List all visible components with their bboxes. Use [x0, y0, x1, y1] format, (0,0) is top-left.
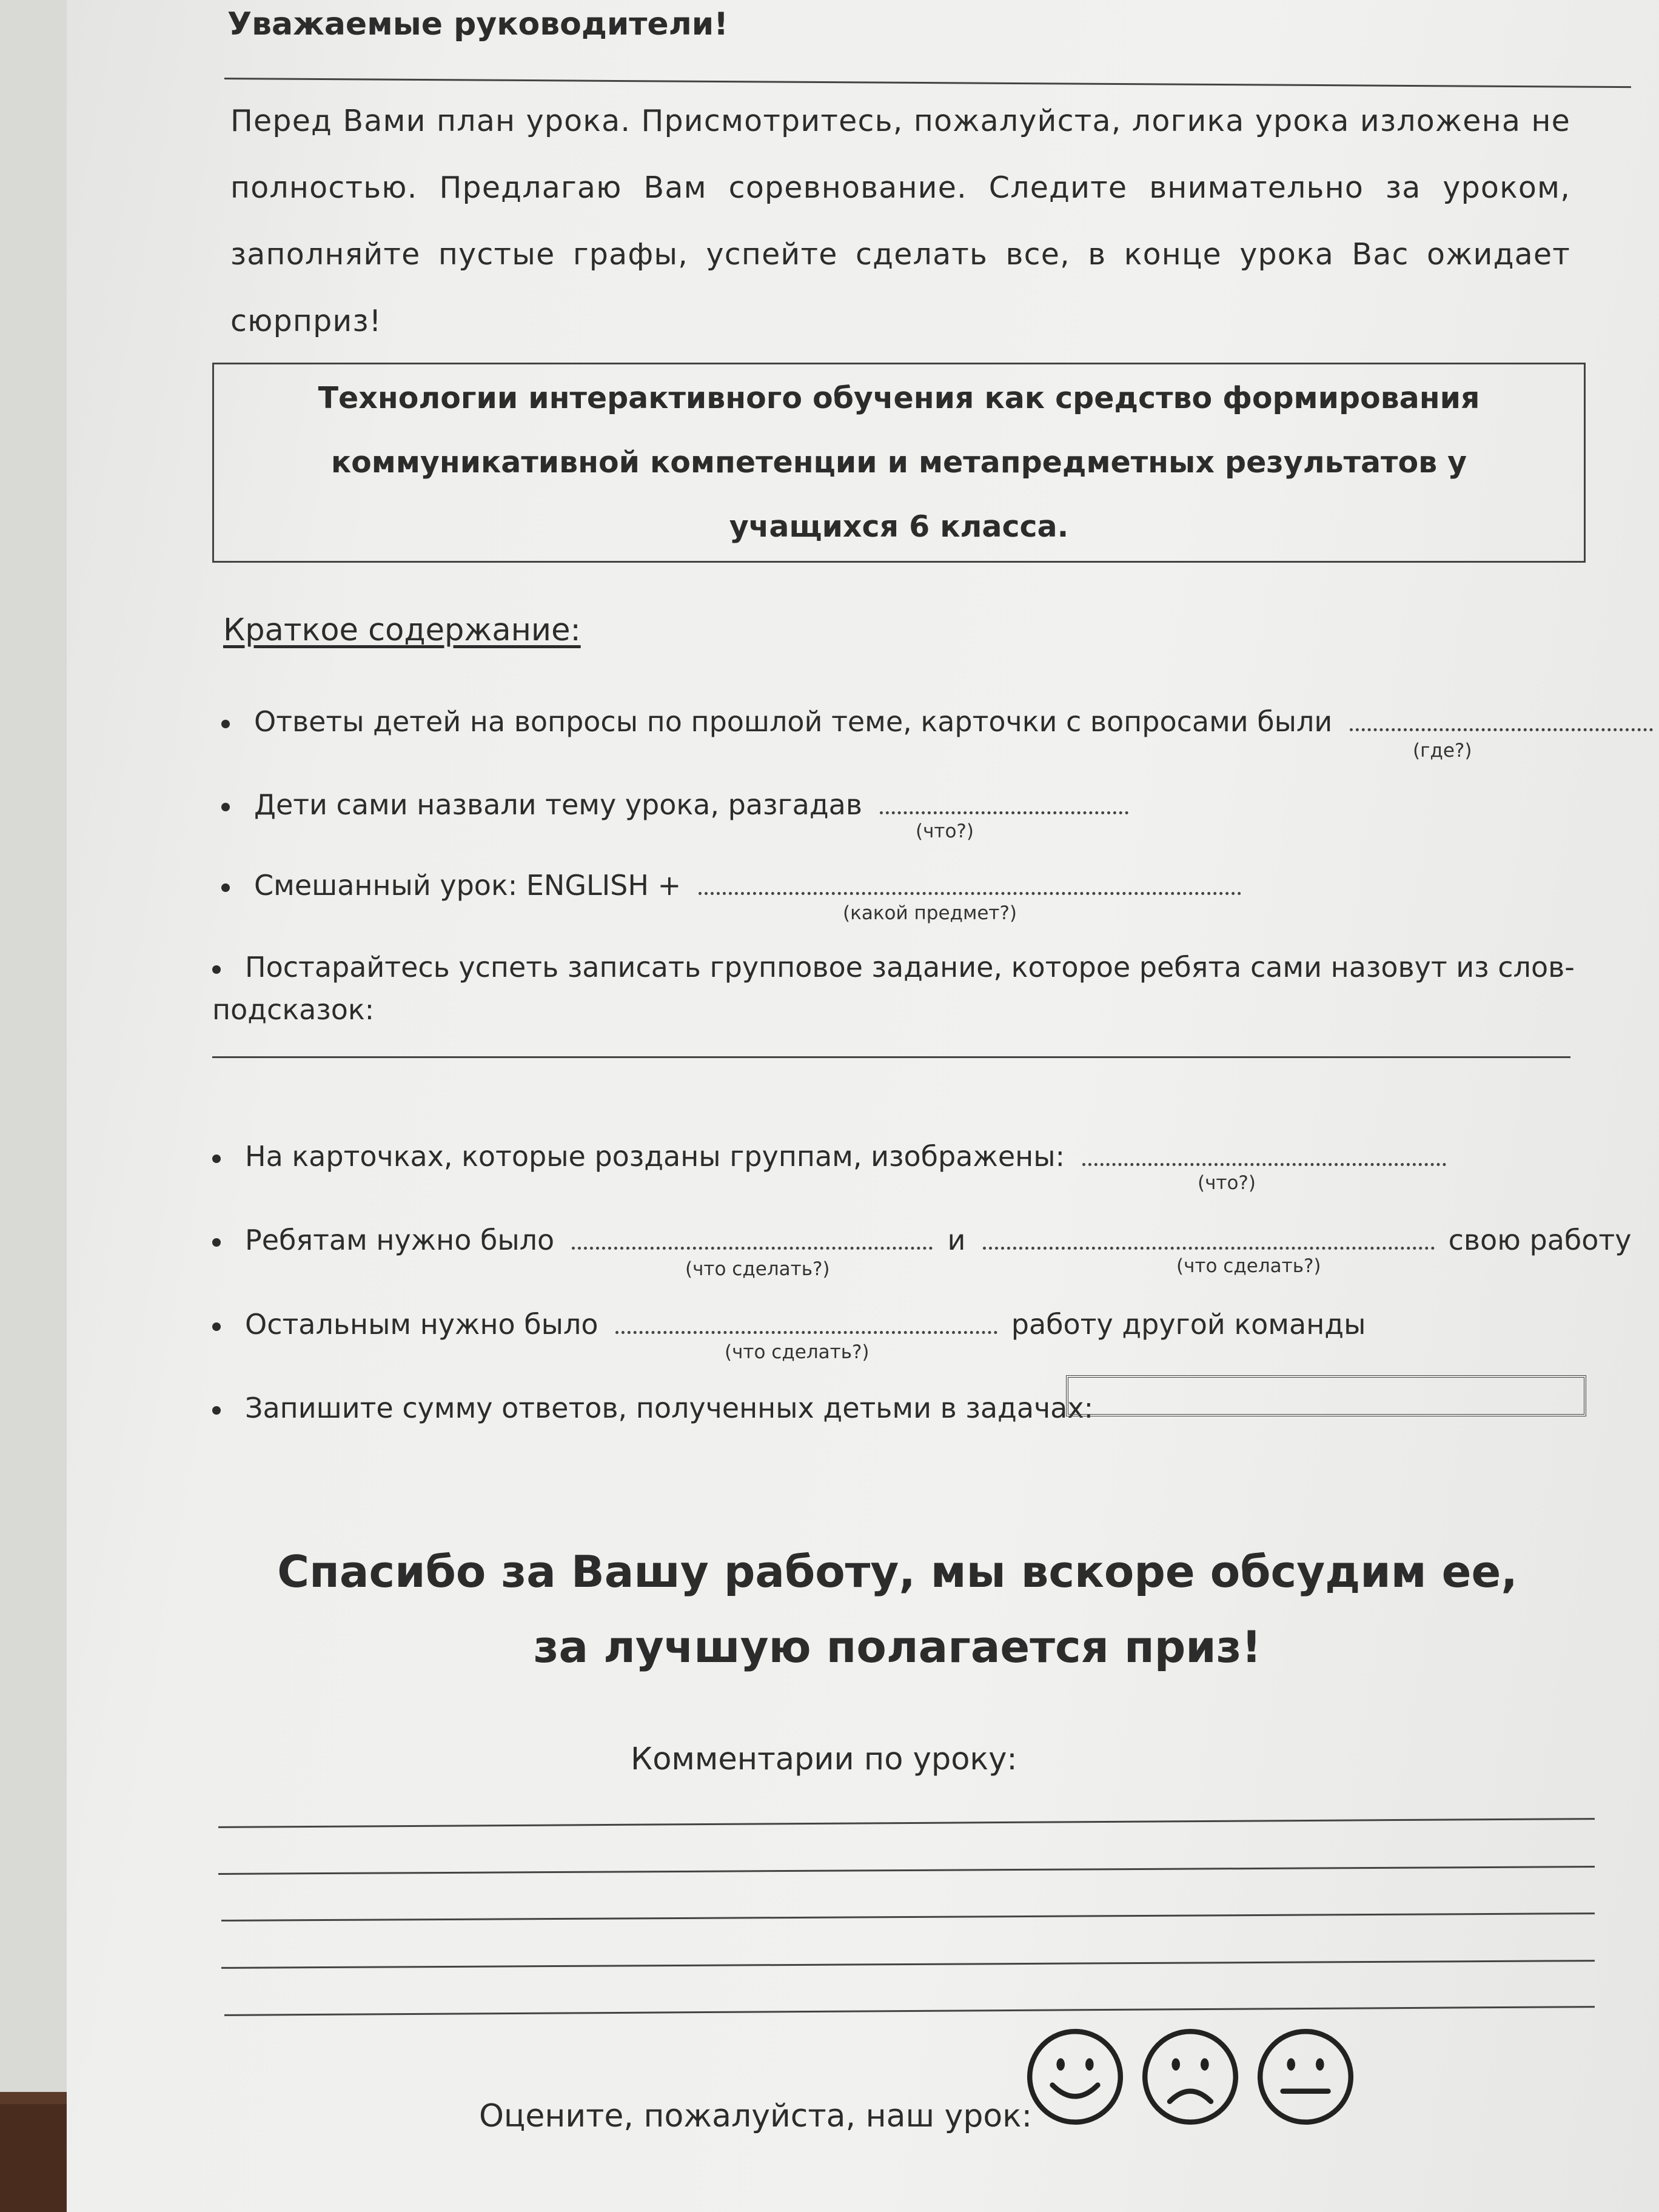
comment-line-5[interactable] — [224, 2006, 1595, 2016]
answers-hint: (где?) — [1413, 740, 1472, 762]
bullet-icon — [212, 965, 221, 974]
neutral-face-icon[interactable] — [1254, 2025, 1357, 2128]
comments-label: Комментарии по уроку: — [631, 1741, 1017, 1777]
summary-heading: Краткое содержание: — [223, 612, 581, 648]
happy-face-icon[interactable] — [1024, 2025, 1127, 2128]
kids-hint-1: (что сделать?) — [685, 1258, 830, 1280]
kids-and: и — [947, 1224, 966, 1256]
cards-text: На карточках, которые розданы группам, изображены: — [245, 1140, 1065, 1173]
bullet-icon — [212, 1406, 221, 1415]
others-blank[interactable] — [615, 1318, 997, 1334]
sum-text: Запишите сумму ответов, полученных детьми в задачах: — [245, 1392, 1094, 1424]
cards-blank[interactable] — [1082, 1150, 1446, 1166]
kids-text: Ребятам нужно было — [245, 1224, 555, 1256]
worksheet-page — [67, 0, 1659, 2212]
list-item-mixed — [221, 869, 1241, 902]
rate-label: Оцените, пожалуйста, наш урок: — [479, 2098, 1033, 2134]
thanks-line-1: Спасибо за Вашу работу, мы вскоре обсудим ее, — [277, 1546, 1518, 1597]
comment-line-3[interactable] — [221, 1912, 1595, 1922]
list-item-others — [212, 1308, 1366, 1341]
answers-text: Ответы детей на вопросы по прошлой теме, карточки с вопросами были — [254, 705, 1333, 738]
bullet-icon — [221, 883, 230, 892]
mixed-hint: (какой предмет?) — [843, 902, 1017, 924]
bullet-icon — [212, 1155, 221, 1163]
sum-answer-box[interactable] — [1066, 1375, 1586, 1416]
group-task-text: Постарайтесь успеть записать групповое задание, которое ребята сами назовут из слов- — [245, 951, 1575, 984]
lesson-title: Технологии интерактивного обучения как средство формирования коммуникативной компетенции и метапредметных результатов у учащихся 6 класса. — [318, 381, 1480, 544]
bullet-icon — [221, 720, 230, 728]
intro-paragraph: Перед Вами план урока. Присмотритесь, пожалуйста, логика урока изложена не полностью. Предлагаю Вам соревнование. Следите внимательно за уроком, заполняйте пустые графы, успейте сделать все, в конце урока Вас ожидает сюрприз! — [230, 104, 1570, 338]
thanks-message — [249, 1534, 1546, 1684]
others-text: Остальным нужно было — [245, 1308, 598, 1341]
others-hint: (что сделать?) — [725, 1341, 870, 1363]
bullet-icon — [212, 1238, 221, 1247]
comment-line-2[interactable] — [218, 1866, 1595, 1875]
list-item-answers — [221, 705, 1653, 738]
greeting-heading: Уважаемые руководители! — [227, 6, 728, 42]
kids-suffix: свою работу — [1448, 1224, 1632, 1256]
others-suffix: работу другой команды — [1011, 1308, 1366, 1341]
kids-blank-1[interactable] — [572, 1233, 933, 1250]
comment-line-4[interactable] — [221, 1960, 1595, 1969]
mixed-text: Смешанный урок: ENGLISH + — [254, 869, 682, 902]
list-item-group-task — [212, 951, 1575, 984]
list-item-kids — [212, 1224, 1631, 1256]
mixed-subject-blank[interactable] — [699, 879, 1241, 895]
list-item-cards — [212, 1140, 1446, 1173]
thanks-line-2: за лучшую полагается приз! — [533, 1621, 1262, 1672]
group-task-text-continued: подсказок: — [212, 993, 375, 1026]
list-item-topic — [221, 788, 1128, 821]
list-item-sum — [212, 1392, 1093, 1424]
kids-hint-2: (что сделать?) — [1176, 1255, 1321, 1277]
group-task-answer-line[interactable] — [212, 1056, 1570, 1058]
sad-face-icon[interactable] — [1139, 2025, 1242, 2128]
topic-text: Дети сами назвали тему урока, разгадав — [254, 788, 862, 821]
top-divider — [224, 78, 1631, 88]
topic-hint: (что?) — [916, 820, 974, 842]
bullet-icon — [221, 803, 230, 811]
cards-hint: (что?) — [1198, 1172, 1256, 1194]
bullet-icon — [212, 1322, 221, 1331]
answers-blank[interactable] — [1350, 715, 1653, 731]
lesson-title-box — [212, 363, 1586, 563]
kids-blank-2[interactable] — [983, 1233, 1435, 1250]
comment-line-1[interactable] — [218, 1818, 1595, 1828]
topic-blank[interactable] — [880, 798, 1128, 814]
